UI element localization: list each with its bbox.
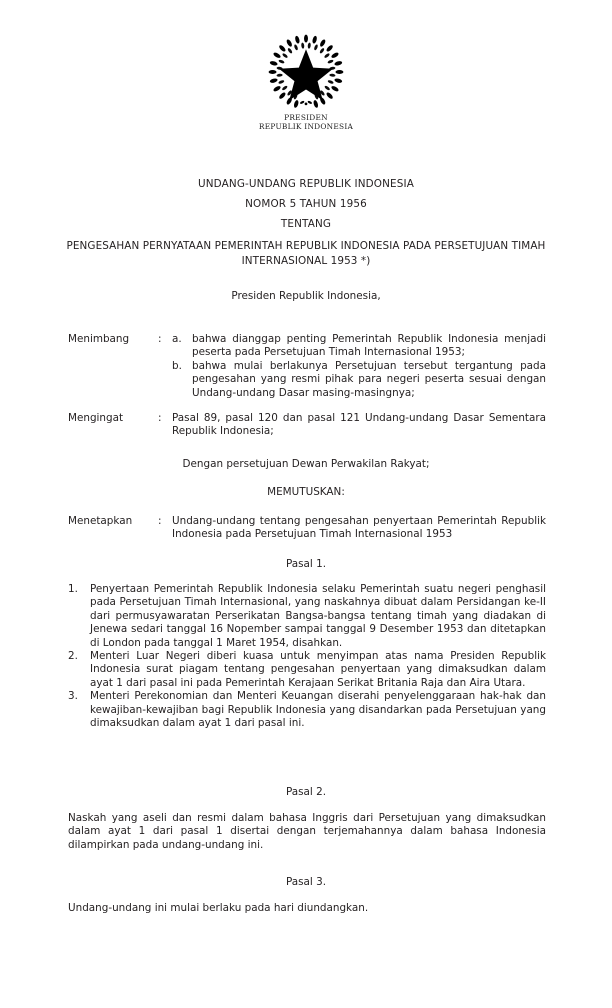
menimbang-item-b <box>172 360 546 400</box>
pasal-1-item-2-text: Menteri Luar Negeri diberi kuasa untuk menyimpan atas nama Presiden Republik Indonesia surat piagam tentang pengesahan penyertaan yang dimaksudkan dalam ayat 1 dari pasal ini pada Pemerintah Kerajaan Serikat Britania Raja dan Aira Utara. <box>90 650 546 689</box>
pasal-1-item-2-marker: 2. <box>68 650 78 663</box>
presidential-emblem-block <box>0 34 612 132</box>
menimbang-item-a-text: bahwa dianggap penting Pemerintah Republik Indonesia menjadi peserta pada Persetujuan Timah Internasional 1953; <box>192 333 546 359</box>
emblem-caption <box>0 113 612 132</box>
pasal-3-body <box>68 902 546 915</box>
clause-menetapkan <box>68 515 546 542</box>
menimbang-item-b-marker: b. <box>172 359 182 372</box>
memutuskan-heading: MEMUTUSKAN: <box>267 486 345 498</box>
title-line-act: UNDANG-UNDANG REPUBLIK INDONESIA <box>198 178 414 190</box>
emblem-caption-line-2: REPUBLIK INDONESIA <box>258 122 354 132</box>
menimbang-item-a <box>172 333 546 360</box>
pasal-3-text: Undang-undang ini mulai berlaku pada hari diundangkan. <box>68 902 369 914</box>
document-title-block <box>56 174 556 270</box>
pasal-1-item-2 <box>68 650 546 690</box>
menetapkan-body <box>172 515 546 542</box>
opening-authority: Presiden Republik Indonesia, <box>231 290 381 302</box>
mengingat-colon: : <box>158 412 162 424</box>
pasal-1-heading: Pasal 1. <box>285 558 327 570</box>
clause-mengingat <box>68 412 546 439</box>
clause-menimbang <box>68 333 546 400</box>
menimbang-item-a-marker: a. <box>172 333 182 345</box>
menetapkan-label: Menetapkan <box>68 515 133 527</box>
menimbang-item-b-text: bahwa mulai berlakunya Persetujuan tersebut tergantung pada pengesahan yang resmi pihak para negeri peserta sesuai dengan Undang-undang Dasar masing-masingnya; <box>192 359 546 399</box>
pasal-1-list <box>68 583 546 730</box>
mengingat-body <box>172 412 546 439</box>
dpr-approval-line: Dengan persetujuan Dewan Perwakilan Rakyat; <box>182 458 430 470</box>
mengingat-label: Mengingat <box>68 412 124 424</box>
menimbang-body <box>172 333 546 400</box>
pasal-1-item-3-marker: 3. <box>68 690 78 703</box>
pasal-3-heading: Pasal 3. <box>285 876 327 888</box>
menetapkan-colon: : <box>158 515 162 527</box>
title-line-number: NOMOR 5 TAHUN 1956 <box>245 198 367 210</box>
pasal-1-item-1 <box>68 583 546 650</box>
pasal-2-text: Naskah yang aseli dan resmi dalam bahasa Inggris dari Persetujuan yang dimaksudkan dalam ayat 1 dari pasal 1 disertai dengan terjemahannya dalam bahasa Indonesia dilampirkan pada undang-undang ini. <box>68 812 546 851</box>
pasal-2-body <box>68 812 546 852</box>
pasal-1-item-3-text: Menteri Perekonomian dan Menteri Keuangan diserahi penyelenggaraan hak-hak dan kewajiban-kewajiban bagi Republik Indonesia yang disandarkan pada Persetujuan yang dimaksudkan dalam ayat 1 dari pasal ini. <box>90 690 546 730</box>
menimbang-colon: : <box>158 333 162 345</box>
menimbang-label: Menimbang <box>68 333 130 345</box>
menetapkan-text: Undang-undang tentang pengesahan penyertaan Pemerintah Republik Indonesia pada Persetujuan Timah Internasional 1953 <box>172 515 546 541</box>
emblem-caption-line-1: PRESIDEN <box>284 113 328 122</box>
mengingat-text: Pasal 89, pasal 120 dan pasal 121 Undang-undang Dasar Sementara Republik Indonesia; <box>172 412 546 438</box>
pasal-1-item-1-text: Penyertaan Pemerintah Republik Indonesia selaku Pemerintah suatu negeri penghasil pada Persetujuan Timah Internasional, yang naskahnya dibuat dalam Persidangan ke-II dari permusyawaratan Perserikatan Bangsa-bangsa tentang timah yang diadakan di Jenewa sedari tanggal 16 Nopember sampai tanggal 9 Desember 1953 dan ditetapkan di London pada tanggal 1 Maret 1954, disahkan. <box>90 583 546 649</box>
pasal-1-item-1-marker: 1. <box>68 583 78 595</box>
title-line-tentang: TENTANG <box>280 218 332 230</box>
title-subject: PENGESAHAN PERNYATAAN PEMERINTAH REPUBLIK INDONESIA PADA PERSETUJUAN TIMAH INTERNASIONAL 1953 *) <box>66 239 546 267</box>
garuda-star-wreath-emblem-icon <box>268 34 344 110</box>
pasal-2-heading: Pasal 2. <box>285 786 327 798</box>
pasal-1-item-3 <box>68 690 546 730</box>
